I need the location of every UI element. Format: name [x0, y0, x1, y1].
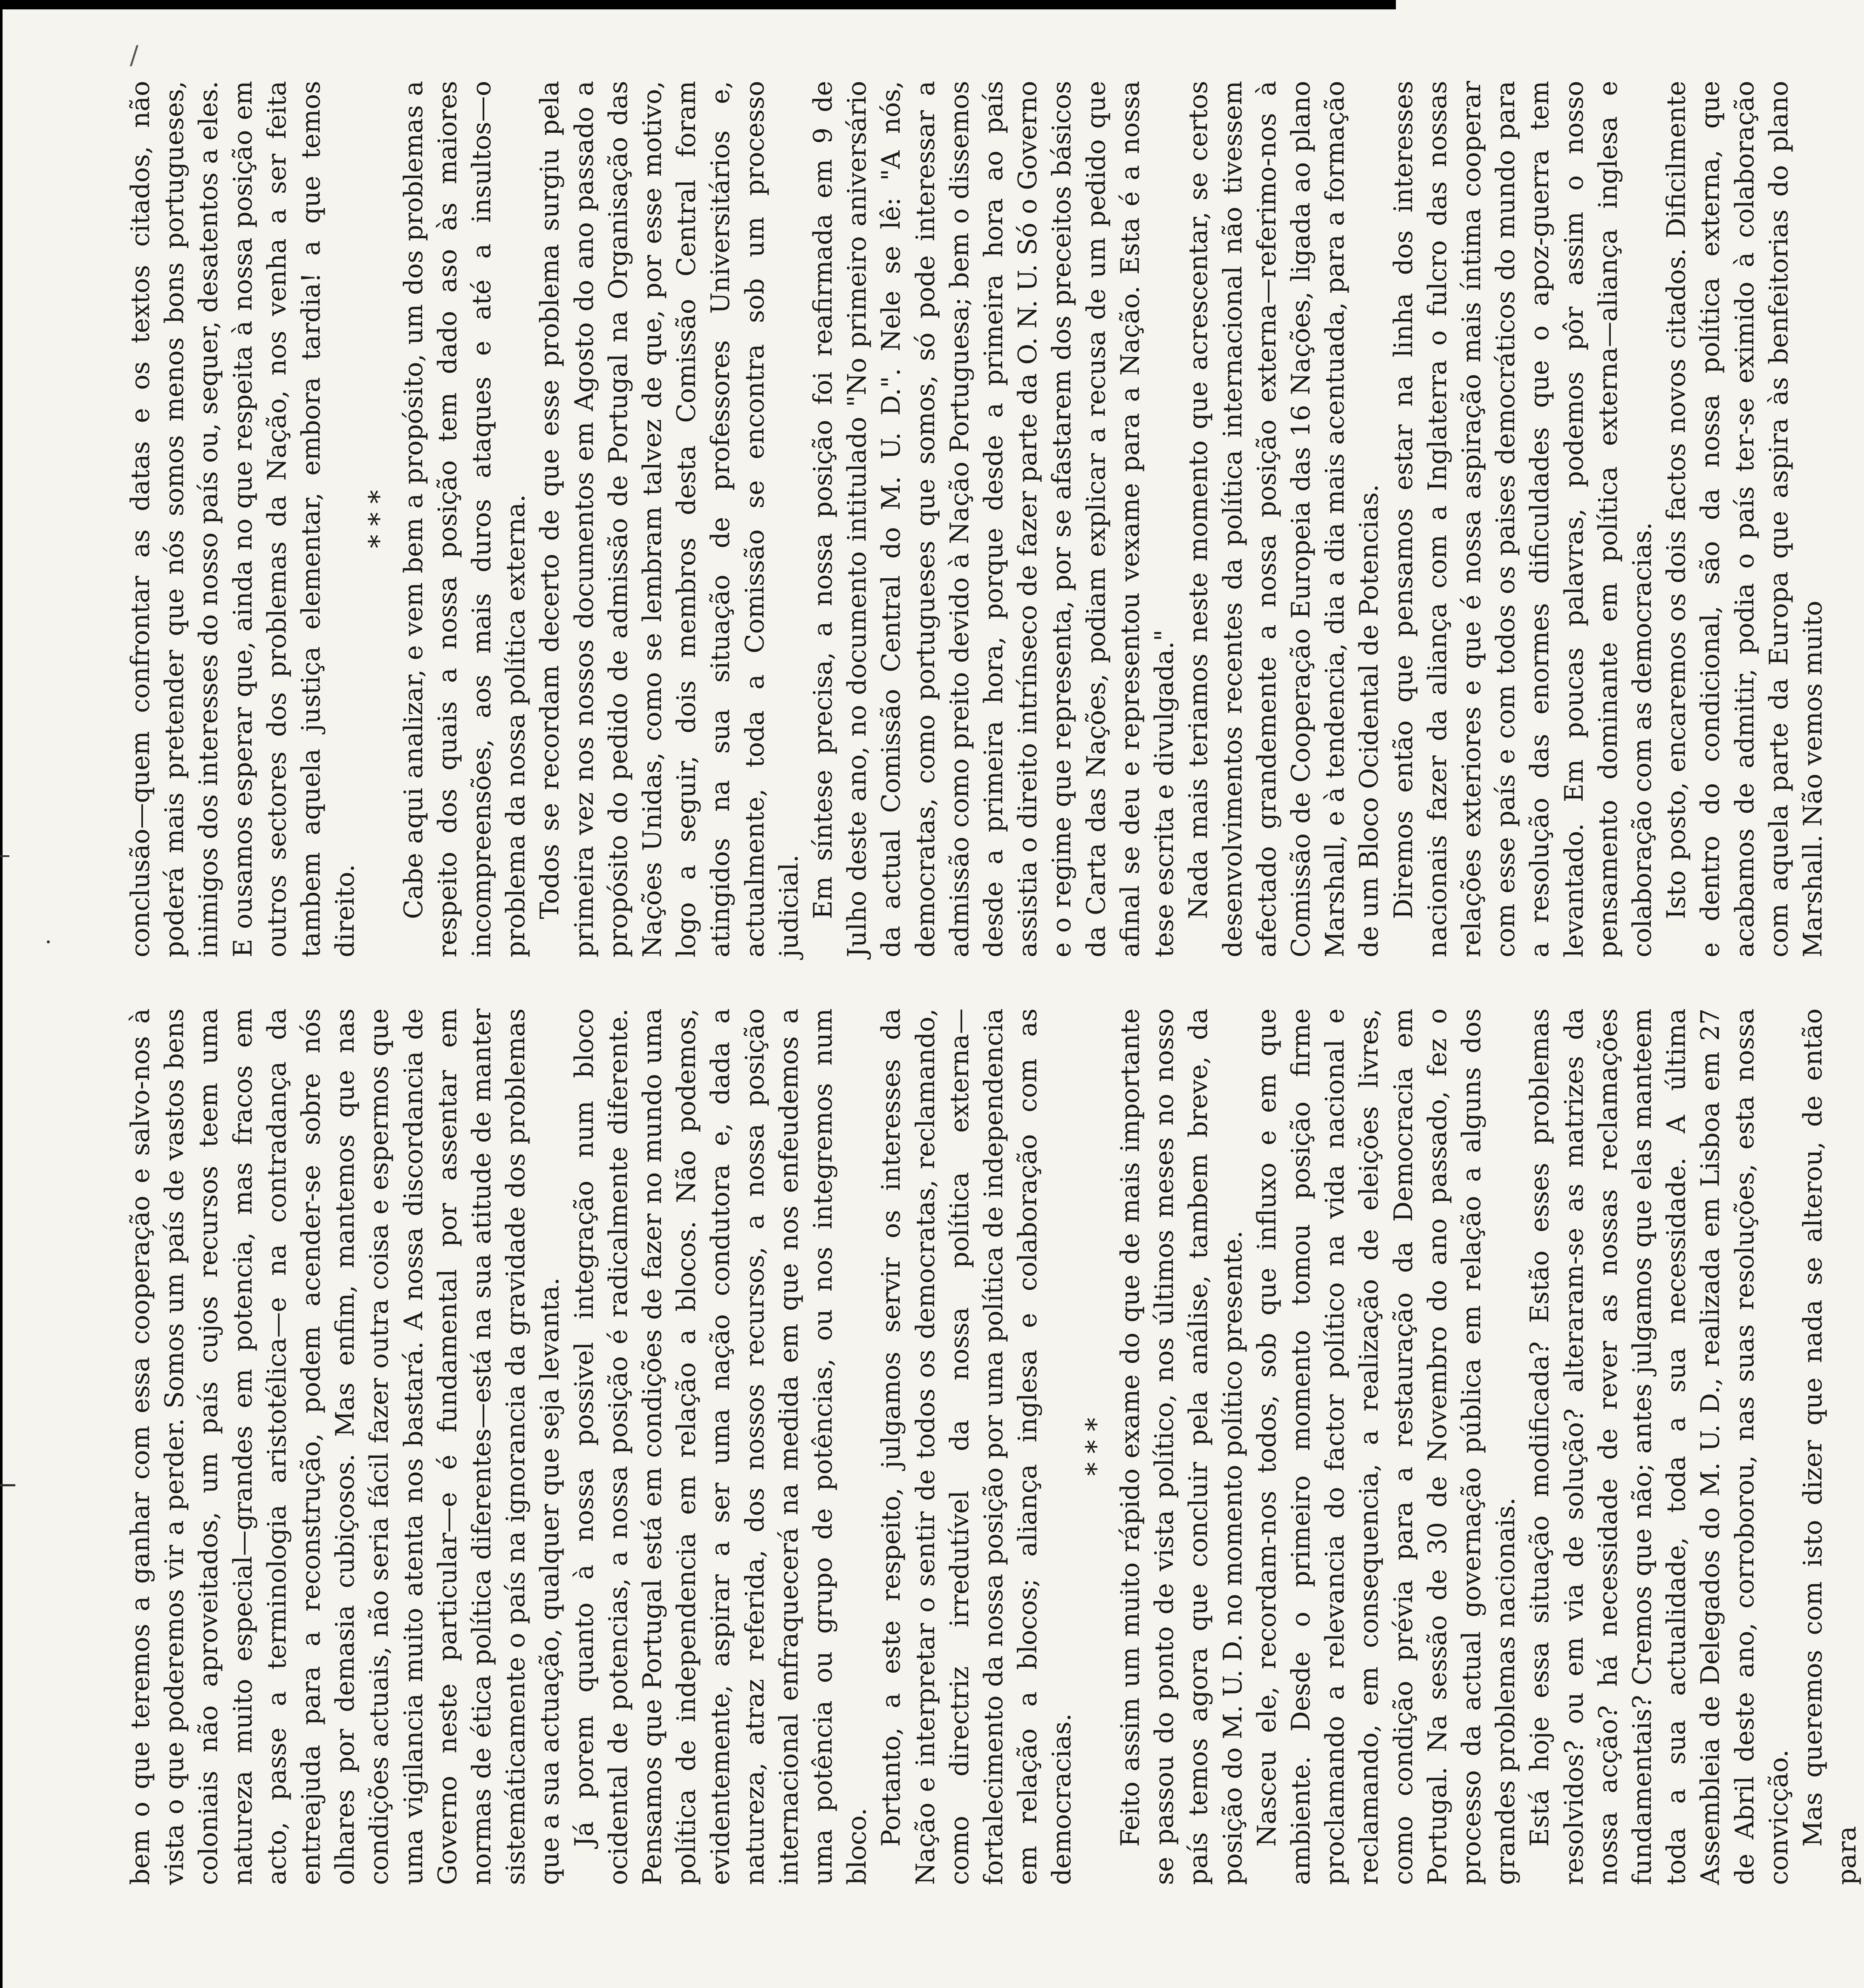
paragraph: Cabe aqui analizar, e vem bem a propósito, um dos problemas a respeito dos quais a nossa posição tem dado aso às maiores incompreensões, aos mais duros ataques e até a insultos—o problema da nossa política externa.: [398, 81, 531, 957]
paragraph: Todos se recordam decerto de que esse problema surgiu pela primeira vez nos nossos documentos em Agosto do ano passado a propósito do pedido de admissão de Portugal na Organisação das Nações Unidas, como se lembram talvez de que, por esse motivo, logo a seguir, dois membros desta Comissão Central foram atingidos na sua situação de professores Universitários e, actualmente, toda a Comissão se encontra sob um processo judicial.: [535, 81, 804, 957]
paragraph: Diremos então que pensamos estar na linha dos interesses nacionais fazer da aliança com a Inglaterra o fulcro das nossas relações exteriores e que é nossa aspiração mais íntima cooperar com esse país e com todos os paises democráticos do mundo para a resolução das enormes dificuldades que o apoz-guerra tem levantado. Em poucas palavras, podemos pôr assim o nosso pensamento dominante em política externa—aliança inglesa e colaboração com as democracias.: [1388, 81, 1657, 957]
paragraph: Em síntese precisa, a nossa posição foi reafirmada em 9 de Julho deste ano, no documento intitulado "No primeiro aniversário da actual Comissão Central do M. U. D.". Nele se lê: "A nós, democratas, como portugueses que somos, só pode interessar a admissão como preito devido à Nação Portuguesa; bem o dissemos desde a primeira hora, porque desde a primeira hora ao país assistia o direito intrínseco de fazer parte da O. N. U. Só o Governo e o regime que representa, por se afastarem dos preceitos básicos da Carta das Nações, podiam explicar a recusa de um pedido que afinal se deu e representou vexame para a Nação. Esta é a nossa tese escrita e divulgada.": [808, 81, 1180, 957]
top-border: [0, 0, 1396, 9]
paragraph: Mas queremos com isto dizer que nada se alterou, de então para: [1798, 1008, 1862, 1885]
paragraph: Já porem quanto à nossa possivel integração num bloco ocidental de potencias, a nossa posição é radicalmente diferente. Pensamos que Portugal está em condições de fazer no mundo uma política de independencia em relação a blocos. Não podemos, evidentemente, aspirar a ser uma nação condutora e, dada a natureza, atraz referida, dos nossos recursos, a nossa posição internacional enfraquecerá na medida em que nos enfeudemos a uma potência ou grupo de potências, ou nos integremos num bloco.: [569, 1008, 872, 1885]
paragraph: Nasceu ele, recordam-nos todos, sob que influxo e em que ambiente. Desde o primeiro momento tomou posição firme proclamando a relevancia do factor político na vida nacional e reclamando, em consequencia, a realização de eleições livres, como condição prévia para a restauração da Democracia em Portugal. Na sessão de 30 de Novembro do ano passado, fez o processo da actual governação pública em relação a alguns dos grandes problemas nacionais.: [1252, 1008, 1521, 1885]
section-separator: * * *: [1080, 1417, 1112, 1476]
rotated-text-block: [123, 81, 1862, 1885]
paragraph: Nada mais teriamos neste momento que acrescentar, se certos desenvolvimentos recentes da política internacional não tivessem afectado grandemente a nossa posição externa—referimo-nos à Comissão de Cooperação Europeia das 16 Nações, ligada ao plano Marshall, e à tendencia, dia a dia mais acentuada, para a formação de um Bloco Ocidental de Potencias.: [1184, 81, 1384, 957]
paragraph: Isto posto, encaremos os dois factos novos citados. Dificilmente e dentro do condicional, são da nossa política externa, que acabamos de admitir, podia o país ter-se eximido à colaboração com aquela parte da Europa que aspira às benfeitorias do plano Marshall. Não vemos muito: [1661, 81, 1828, 957]
scan-tick-mark: [0, 1484, 15, 1486]
paragraph: bem o que teremos a ganhar com essa cooperação e salvo-nos à vista o que poderemos vir a perder. Somos um país de vastos bens coloniais não aproveitados, um país cujos recursos teem uma natureza muito especial—grandes em potencia, mas fracos em acto, passe a terminologia aristotélica—e na contradança da entreajuda para a reconstrução, podem acender-se sobre nós olhares por demasia cubiçosos. Mas enfim, mantemos que nas condições actuais, não seria fácil fazer outra coisa e espermos que uma vigilancia muito atenta nos bastará. A nossa discordancia de Governo neste particular—e é fundamental por assentar em normas de ética política diferentes—está na sua atitude de manter sistemáticamente o país na ignorancia da gravidade dos problemas que a sua actuação, qualquer que seja levanta.: [126, 1008, 565, 1885]
scan-tick-mark: [0, 855, 9, 857]
section-separator: * * *: [363, 490, 395, 548]
paragraph: conclusão—quem confrontar as datas e os textos citados, não poderá mais pretender que nós somos menos bons portugueses, inimigos dos interesses do nosso país ou, sequer, desatentos a eles. E ousamos esperar que, ainda no que respeita à nossa posição em outros sectores dos problemas da Nação, nos venha a ser feita tambem aquela justiça elementar, embora tardia! a que temos direito.: [126, 81, 360, 957]
paragraph: Portanto, a este respeito, julgamos servir os interesses da Nação e interpretar o sentir de todos os democratas, reclamando, como directriz irredutível da nossa política externa—fortalecimento da nossa posição por uma política de independencia em relação a blocos; aliança inglesa e colaboração com as democracias.: [876, 1008, 1077, 1885]
left-column: [123, 81, 1828, 957]
paragraph: Está hoje essa situação modificada? Estão esses problemas resolvidos? ou em via de solução? alteraram-se as matrizes da nossa acção? há necessidade de rever as nossas reclamações fundamentais? Cremos que não; antes julgamos que elas manteem toda a sua actualidade, toda a sua necessidade. A última Assembleia de Delegados do M. U. D., realizada em Lisboa em 27 de Abril deste ano, corroborou, nas suas resoluções, esta nossa convicção.: [1525, 1008, 1794, 1885]
right-column: [123, 1008, 1862, 1885]
scan-dot: [47, 940, 50, 943]
paragraph: Feito assim um muito rápido exame do que de mais importante se passou do ponto de vista político, nos últimos meses no nosso país temos agora que concluir pela análise, tambem breve, da posição do M. U. D. no momento político presente.: [1115, 1008, 1248, 1885]
margin-mark: /: [130, 40, 139, 70]
left-border: [0, 9, 3, 1988]
